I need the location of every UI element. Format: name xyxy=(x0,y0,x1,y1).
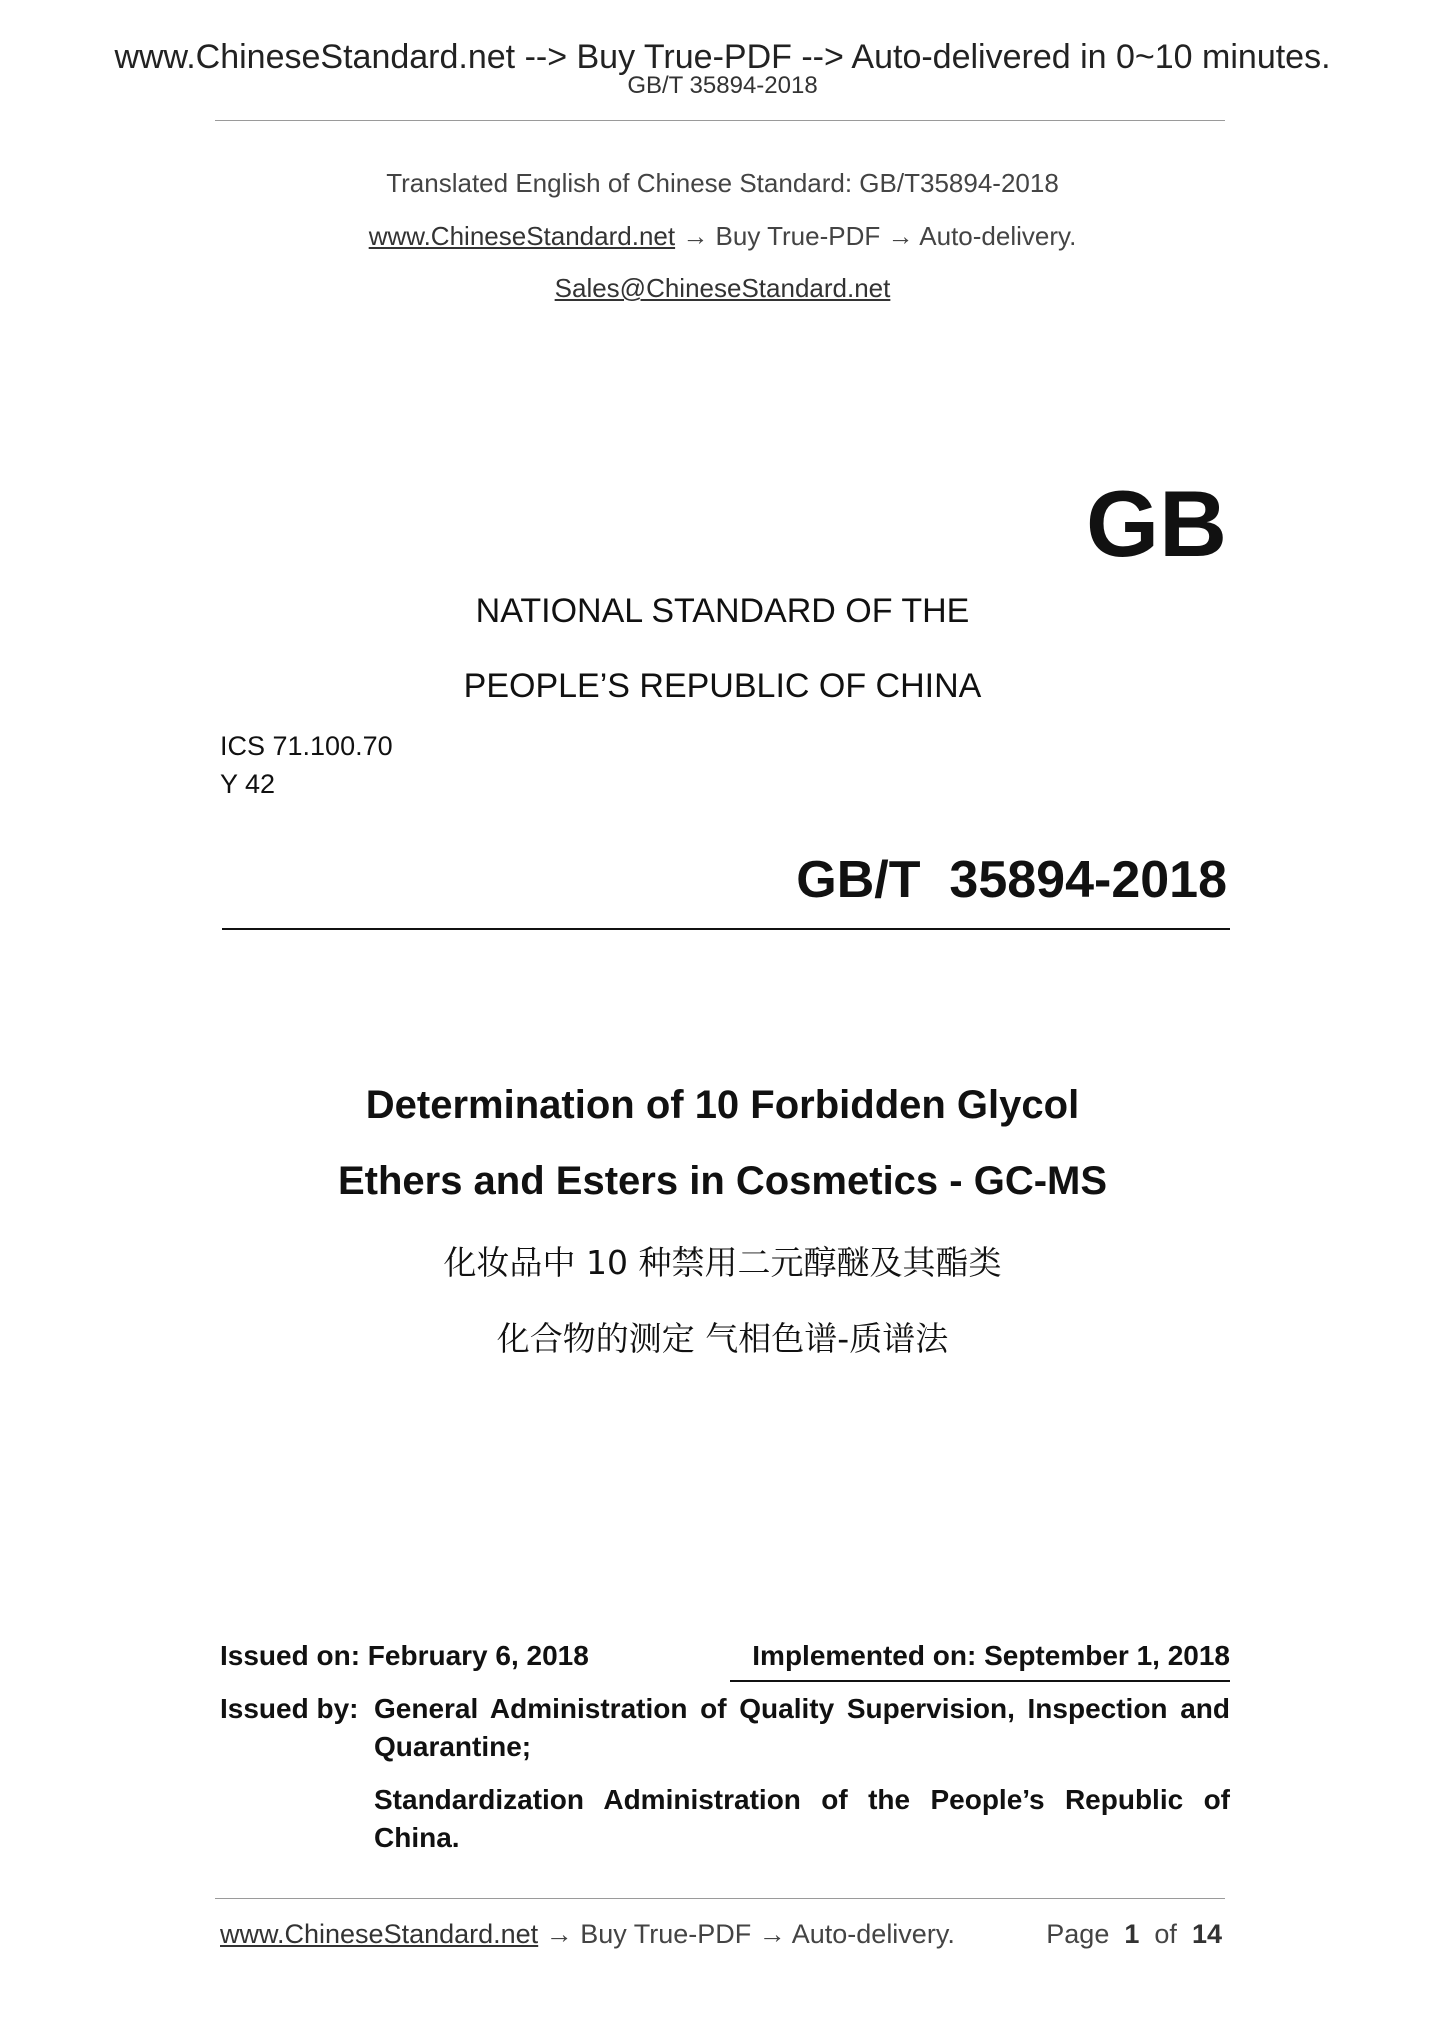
top-banner: www.ChineseStandard.net --> Buy True-PDF --> Auto-delivered in 0~10 minutes. xyxy=(114,38,1331,76)
classification-code: Y 42 xyxy=(220,769,276,799)
footer-site-link[interactable]: www.ChineseStandard.net xyxy=(220,1919,539,1949)
running-header: GB/T 35894-2018 xyxy=(627,72,818,99)
page-label: Page xyxy=(1046,1919,1110,1949)
title-divider xyxy=(222,928,1230,930)
issued-by-label: Issued by: xyxy=(220,1693,359,1724)
email-link[interactable]: Sales@ChineseStandard.net xyxy=(554,273,891,303)
email-line xyxy=(0,273,1445,304)
page-total: 14 xyxy=(1191,1919,1222,1949)
title-zh-line-1: 化妆品中 10 种禁用二元醇醚及其酯类 xyxy=(443,1243,1002,1282)
title-en-line-2: Ethers and Esters in Cosmetics - GC-MS xyxy=(337,1159,1108,1203)
footer-divider xyxy=(215,1898,1225,1899)
title-en-line-1: Determination of 10 Forbidden Glycol xyxy=(365,1083,1080,1127)
title-zh-line-2: 化合物的测定 气相色谱-质谱法 xyxy=(496,1319,949,1358)
translation-notice: Translated English of Chinese Standard: GB/T35894-2018 xyxy=(386,168,1059,198)
national-standard-line-1: NATIONAL STANDARD OF THE xyxy=(475,592,970,630)
implemented-on: Implemented on: September 1, 2018 xyxy=(752,1640,1230,1671)
header-divider xyxy=(215,120,1225,121)
gb-mark: GB xyxy=(1086,471,1227,576)
issuer-2-line-2: China. xyxy=(374,1822,460,1853)
page-current: 1 xyxy=(1124,1919,1140,1949)
site-link[interactable]: www.ChineseStandard.net xyxy=(368,221,676,251)
issuer-1-line-2: Quarantine; xyxy=(374,1731,532,1762)
promo-tail: → Buy True-PDF → Auto-delivery. xyxy=(675,221,1077,251)
page-of: of xyxy=(1154,1919,1177,1949)
ics-code: ICS 71.100.70 xyxy=(220,731,393,761)
standard-number: GB/T 35894-2018 xyxy=(796,851,1227,909)
implemented-underline xyxy=(730,1680,1230,1682)
issuer-2-line-1: Standardization Administration of the People’s Republic of xyxy=(374,1784,1230,1815)
national-standard-line-2: PEOPLE’S REPUBLIC OF CHINA xyxy=(463,667,982,705)
promo-line xyxy=(0,221,1445,252)
page-indicator xyxy=(1046,1919,1222,1950)
footer-promo xyxy=(220,1919,955,1950)
issued-on: Issued on: February 6, 2018 xyxy=(220,1640,589,1671)
issuer-1-line-1: General Administration of Quality Supervision, Inspection and xyxy=(374,1693,1230,1724)
footer-promo-tail: → Buy True-PDF → Auto-delivery. xyxy=(538,1919,955,1949)
